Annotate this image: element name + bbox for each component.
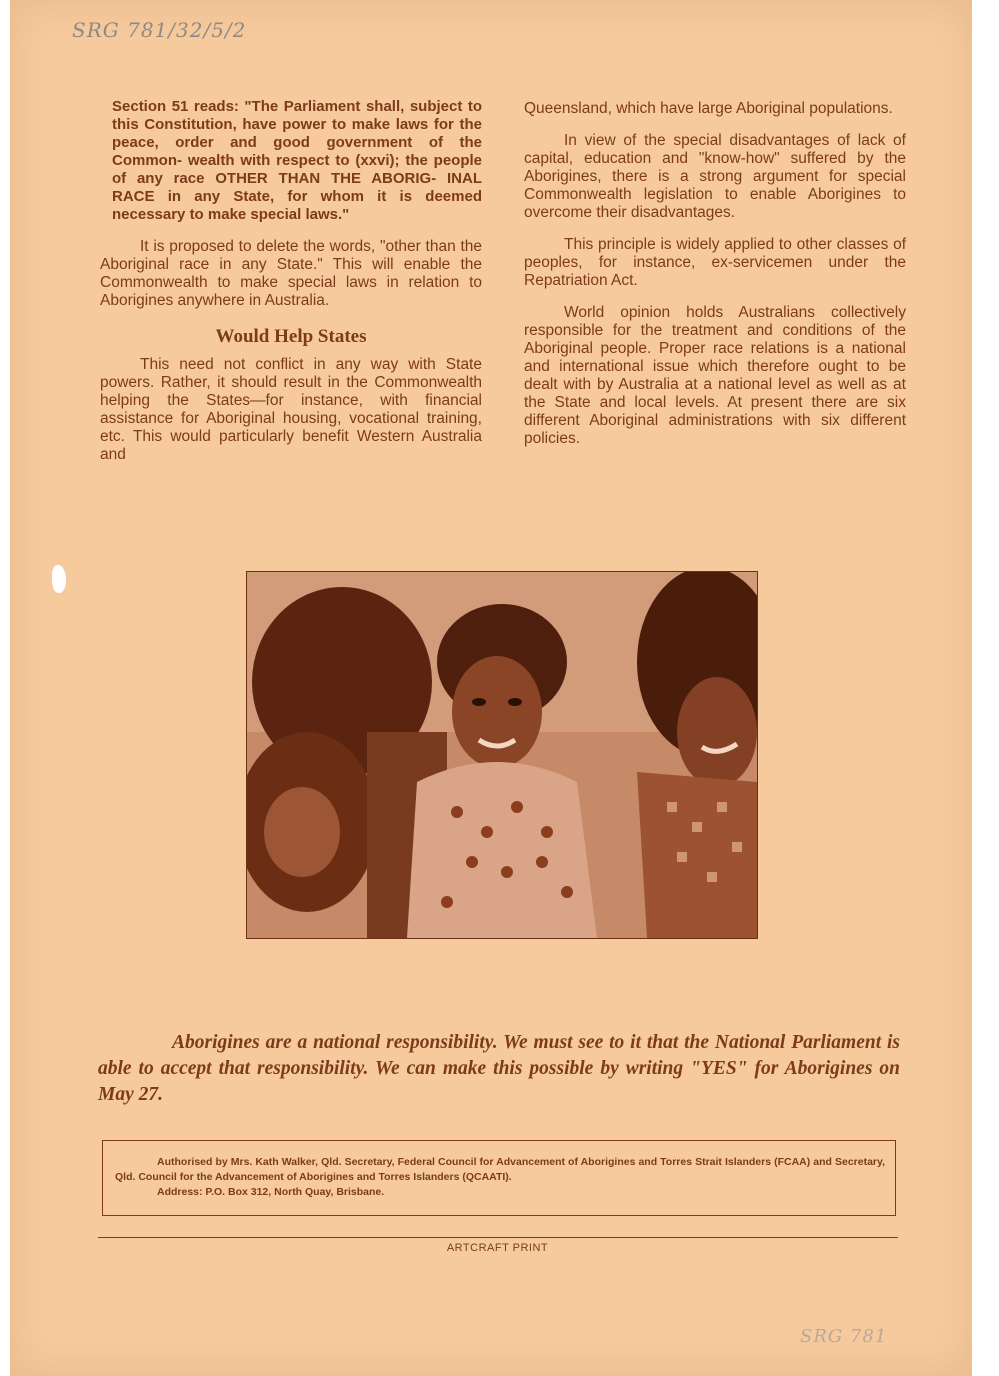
archive-reference-top: SRG 781/32/5/2 (72, 18, 247, 42)
left-column (100, 98, 482, 478)
closing-statement: Aborigines are a national responsibility. We must see to it that the National Parliament is able to accept that responsibility. We can make this possible by writing "YES" for Aborigines on May 27. (98, 1032, 900, 1105)
quote-line: INAL RACE in any State, for whom it is (112, 170, 482, 205)
quote-line: power to make laws for the peace, order (112, 116, 483, 151)
section-51-quote (112, 98, 482, 224)
section-heading: Would Help States (215, 326, 367, 347)
authorisation-statement: Authorised by Mrs. Kath Walker, Qld. Secretary, Federal Council for Advancement of Aborigines and Torres Strait Islanders (FCAA) and Secretary, Qld. Council for the Advancement of Aborigines and Torres Islanders (QCAATI). (115, 1156, 885, 1183)
quote-line: wealth with respect to (xxvi); the people (187, 152, 482, 169)
quote-line: Section 51 reads: "The Parliament (112, 98, 366, 115)
states-paragraph: This need not conflict in any way with State powers. Rather, it should result in the Commonwealth helping the States—for instance, with financial assistance for Aboriginal housing, vocational training, etc. This would particularly benefit Western Australia and (100, 356, 482, 463)
right-column (524, 100, 906, 462)
leaflet-page (10, 0, 972, 1376)
world-opinion-paragraph: World opinion holds Australians collectively responsible for the treatment and conditions of the Aboriginal people. Proper race relations is a national and international issue which therefore ought to be dealt with by Australia at a national level as well as at the State and local levels. At present there are six different Aboriginal administrations with six different policies. (524, 304, 906, 447)
printer-credit: ARTCRAFT PRINT (446, 1242, 549, 1254)
authorisation-address: Address: P.O. Box 312, North Quay, Brisbane. (157, 1186, 385, 1198)
quote-line: and good government of the Common- (112, 134, 482, 169)
authorisation-text (115, 1155, 885, 1200)
archive-reference-bottom: SRG 781 (800, 1326, 888, 1347)
continuation-paragraph: Queensland, which have large Aboriginal populations. (524, 100, 893, 117)
photo-illustration (247, 572, 757, 938)
quote-line: of any race OTHER THAN THE ABORIG- (112, 170, 447, 187)
quote-line: shall, subject to this Constitution, have (112, 98, 483, 133)
authorisation-box (102, 1140, 896, 1216)
disadvantages-paragraph: In view of the special disadvantages of lack of capital, education and "know-how" suffered by the Aborigines, there is a strong argument for special Commonwealth legislation to enable Aborigines to overcome their disadvantages. (524, 132, 906, 221)
principle-paragraph: This principle is widely applied to other classes of peoples, for instance, ex-servicemen under the Repatriation Act. (524, 236, 906, 289)
quote-line: deemed necessary to make special laws." (112, 188, 482, 223)
photograph (246, 571, 758, 939)
footer-rule (98, 1237, 898, 1238)
paper-tear (52, 565, 66, 593)
proposal-paragraph: It is proposed to delete the words, "other than the Aboriginal race in any State." This will enable the Commonwealth to make special laws in relation to Aborigines anywhere in Australia. (100, 238, 482, 309)
